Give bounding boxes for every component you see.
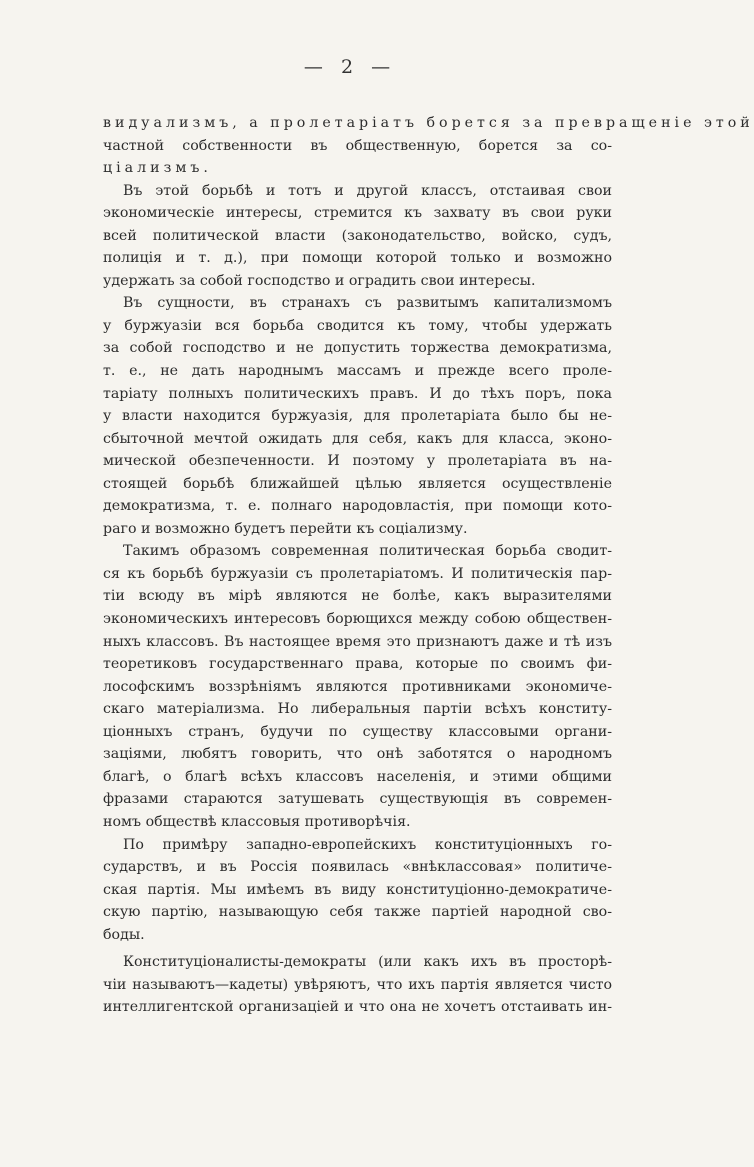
text-line: тіи всюду въ мірѣ являются не болѣе, какъ выразителями	[103, 588, 612, 605]
text-line: скую партію, называющую себя также партіей народной сво-	[103, 904, 612, 921]
text-line: удержать за собой господство и оградить свои интересы.	[103, 272, 536, 289]
text-line: ныхъ классовъ. Въ настоящее время это признаютъ даже и тѣ изъ	[103, 633, 612, 650]
text-line: скаго матеріализма. Но либеральныя партіи всѣхъ конститу-	[103, 701, 612, 718]
text-line: всей политической власти (законодательство, войско, судъ,	[103, 227, 612, 244]
text-line: у буржуазіи вся борьба сводится къ тому, чтобы удержать	[103, 317, 612, 334]
text-line: экономическіе интересы, стремится къ захвату въ свои руки	[103, 205, 612, 222]
text-line: ціализмъ.	[103, 160, 212, 177]
text-line: номъ обществѣ классовыя противорѣчія.	[103, 813, 411, 830]
text-line: теоретиковъ государственнаго права, которые по своимъ фи-	[103, 656, 612, 673]
text-line: Конституціоналисты-демократы (или какъ ихъ въ просторѣ-	[123, 954, 612, 971]
text-line: у власти находится буржуазія, для пролетаріата было бы не-	[103, 408, 612, 425]
text-line: полиція и т. д.), при помощи которой только и возможно	[103, 250, 612, 267]
text-line: По примѣру западно-европейскихъ конституціонныхъ го-	[123, 836, 612, 853]
text-line: ская партія. Мы имѣемъ въ виду конституціонно-демократиче-	[103, 881, 612, 898]
page-number: — 2 —	[303, 56, 397, 78]
text-line: т. е., не дать народнымъ массамъ и прежде всего проле-	[103, 363, 612, 380]
text-line: лософскимъ воззрѣніямъ являются противниками экономиче-	[103, 678, 612, 695]
text-line: экономическихъ интересовъ борющихся между собою обществен-	[103, 611, 612, 628]
text-line: видуализмъ, а пролетаріатъ борется за превращеніе этой	[103, 115, 754, 131]
text-line: раго и возможно будетъ перейти къ соціализму.	[103, 520, 468, 537]
text-line: стоящей борьбѣ ближайшей цѣлью является осуществленіе	[103, 475, 612, 492]
text-line: Такимъ образомъ современная политическая борьба сводит-	[123, 543, 612, 560]
text-line: фразами стараются затушевать существующія въ современ-	[103, 791, 612, 808]
text-line: таріату полныхъ политическихъ правъ. И до тѣхъ поръ, пока	[103, 385, 612, 402]
text-line: демократизма, т. е. полнаго народовластія, при помощи кото-	[103, 498, 612, 515]
text-line: сбыточной мечтой ожидать для себя, какъ для класса, эконо-	[103, 430, 612, 447]
text-line: интеллигентской организаціей и что она не хочетъ отстаивать ин-	[103, 999, 612, 1016]
text-line: чіи называютъ—кадеты) увѣряютъ, что ихъ партія является чисто	[103, 976, 612, 993]
text-line: Въ сущности, въ странахъ съ развитымъ капитализмомъ	[123, 295, 612, 312]
text-line: ціонныхъ странъ, будучи по существу классовыми органи-	[103, 723, 612, 740]
text-line: за собой господство и не допустить торжества демократизма,	[103, 340, 612, 357]
text-line: благѣ, о благѣ всѣхъ классовъ населенія, и этими общими	[103, 768, 612, 785]
text-line: ся къ борьбѣ буржуазіи съ пролетаріатомъ. И политическія пар-	[103, 565, 612, 582]
text-line: Въ этой борьбѣ и тотъ и другой классъ, отстаивая свои	[123, 182, 612, 199]
text-line: частной собственности въ общественную, борется за со-	[103, 137, 612, 154]
text-line: мической обезпеченности. И поэтому у пролетаріата въ на-	[103, 453, 612, 470]
body-text	[103, 112, 754, 1019]
text-line: сударствъ, и въ Россія появилась «внѣклассовая» политиче-	[103, 859, 612, 876]
text-line: боды.	[103, 926, 145, 943]
text-line: заціями, любятъ говорить, что онѣ заботятся о народномъ	[103, 746, 612, 763]
